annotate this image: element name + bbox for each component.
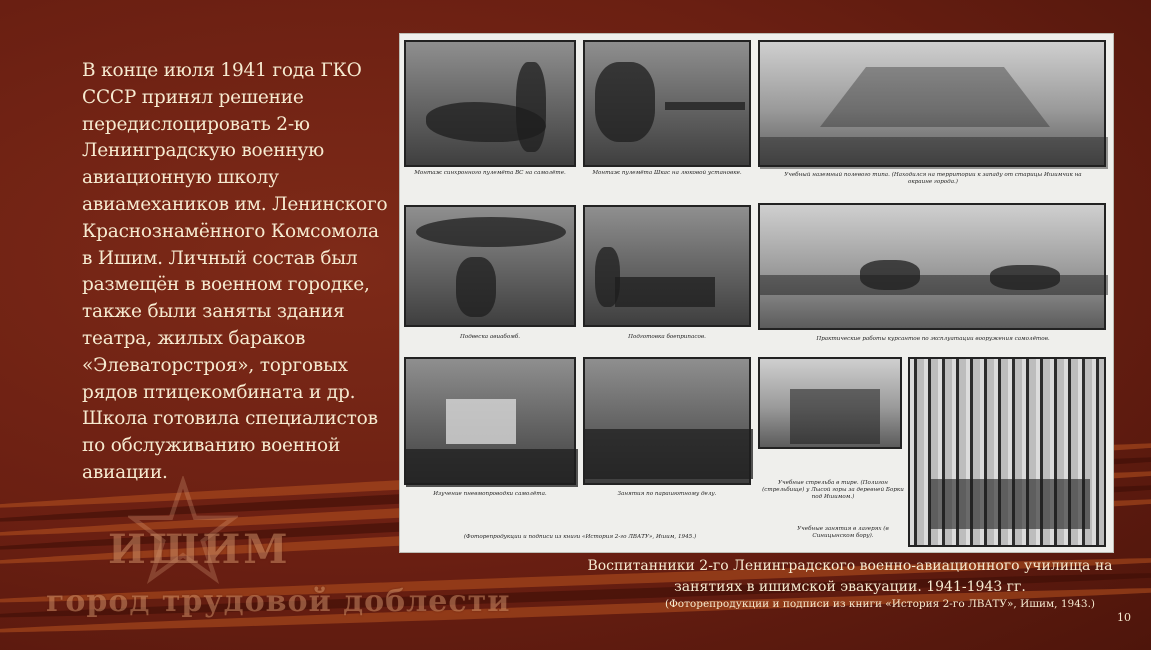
photo-caption: Изучение пневмопроводки самолёта. — [433, 491, 547, 497]
photo-pneumatic-study — [404, 357, 576, 485]
photo-caption: Монтаж пулемёта Шкас на люковой установке. — [592, 170, 742, 176]
photo-shkas-mount — [583, 40, 751, 167]
photo-ammo-preparation — [583, 205, 751, 327]
photo-forest-camp — [908, 357, 1106, 547]
page-number: 10 — [1117, 611, 1131, 624]
photo-caption: Подготовка боеприпасов. — [628, 334, 706, 340]
bottom-source-note: (Фоторепродукции и подписи из книги «История 2-го ЛВАТУ», Ишим, 1943.) — [664, 598, 1096, 610]
brand-subtitle: город трудовой доблести — [46, 584, 511, 619]
photo-airfield-practice — [758, 203, 1106, 330]
photo-machine-gun-mount — [404, 40, 576, 167]
brand-title: ИШИМ — [108, 526, 291, 573]
photo-shooting-range — [758, 357, 902, 449]
photo-caption: Учебные занятия в лагерях (в Синицынском бору). — [797, 526, 889, 539]
photo-caption: Монтаж синхронного пулемёта ВС на самолёте. — [414, 170, 566, 176]
collage-source-note: (Фоторепродукции и подписи из книги «История 2-го ЛВАТУ», Ишим, 1945.) — [463, 534, 697, 540]
photo-collage — [399, 33, 1114, 553]
photo-caption: Подвеска авиабомб. — [459, 334, 521, 340]
photo-bomb-suspension — [404, 205, 576, 327]
photo-field-hangar — [758, 40, 1106, 167]
bottom-caption: Воспитанники 2-го Ленинградского военно-авиационного училища на занятиях в ишимской эвакуации. 1941-1943 гг. — [587, 558, 1113, 595]
photo-caption: Занятия по парашютному делу. — [617, 491, 717, 497]
main-text: В конце июля 1941 года ГКО СССР принял решение передислоцировать 2-ю Ленинградскую военную авиационную школу авиамехаников им. Ленинского Краснознамённого Комсомола в Ишим. Личный состав был размещён в военном городке, также были заняты здания театра, жилых бараков «Элеваторстроя», торговых рядов птицекомбината и др. Школа готовила специалистов по обслуживанию военной авиации. — [82, 60, 388, 483]
photo-parachute-training — [583, 357, 751, 485]
photo-caption: Учебные стрельба в тире. (Полигон (стрельбище) у Лысой горы за деревней Борки под Ишимом.) — [762, 480, 904, 500]
photo-caption: Учебный наземный полевого типа. (Находился на территории к западу от старицы Ишимчик на окраине города.) — [784, 172, 1082, 185]
photo-caption: Практические работы курсантов по эксплуатации вооружения самолётов. — [816, 336, 1050, 342]
